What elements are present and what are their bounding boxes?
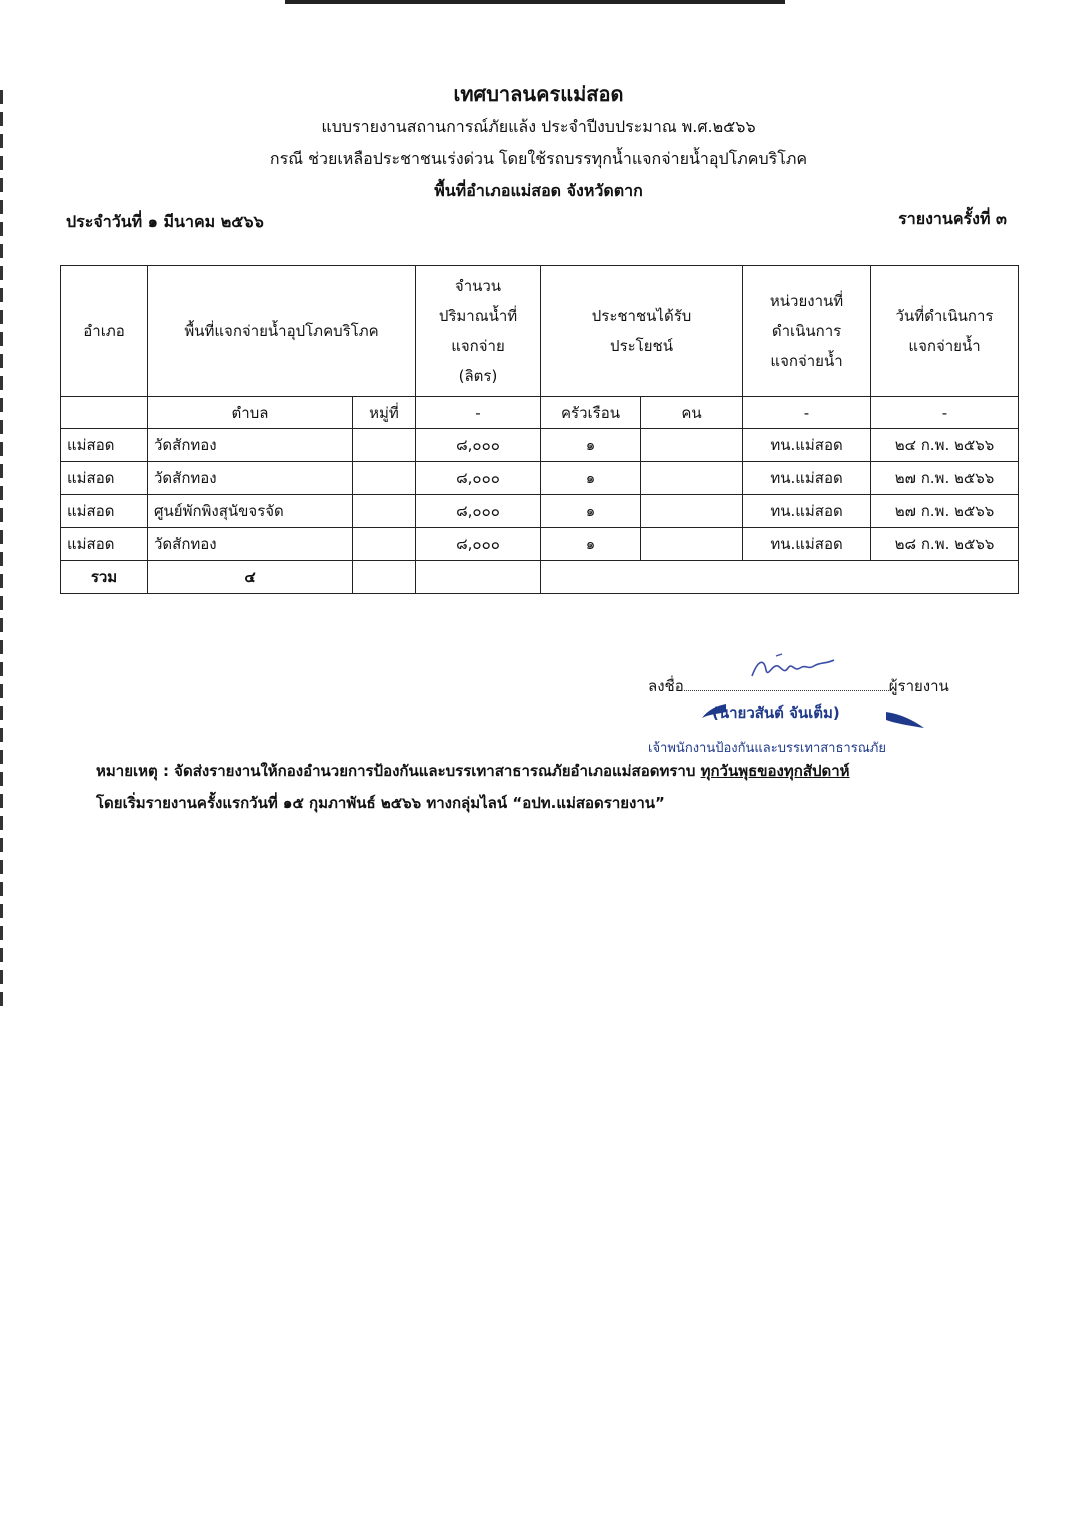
- table-row: [61, 528, 1019, 561]
- table-header-row: [61, 266, 1019, 397]
- report-title: แบบรายงานสถานการณ์ภัยแล้ง ประจำปีงบประมาณ พ.ศ.๒๕๖๖: [321, 117, 756, 136]
- report-number: รายงานครั้งที่ ๓: [898, 209, 1007, 228]
- remark: [96, 755, 1016, 819]
- header-volume: จำนวน ปริมาณน้ำที่ แจกจ่าย (ลิตร): [416, 266, 541, 397]
- cell-agency: ทน.แม่สอด: [743, 429, 871, 462]
- cell-agency: ทน.แม่สอด: [743, 528, 871, 561]
- cell-households: ๑: [541, 528, 641, 561]
- table-row: [61, 462, 1019, 495]
- subheader-agency: -: [743, 397, 871, 429]
- cell-agency: ทน.แม่สอด: [743, 462, 871, 495]
- org-title: เทศบาลนครแม่สอด: [453, 82, 624, 106]
- cell-district: แม่สอด: [61, 429, 148, 462]
- cell-moo: [353, 429, 416, 462]
- cell-tambon: วัดสักทอง: [148, 528, 353, 561]
- cell-date: ๒๗ ก.พ. ๒๕๖๖: [871, 495, 1019, 528]
- reporter-name: (นายวสันต์ จันเต็ม): [712, 704, 840, 722]
- subheader-blank: [61, 397, 148, 429]
- cell-households: ๑: [541, 429, 641, 462]
- cell-households: ๑: [541, 462, 641, 495]
- cell-tambon: วัดสักทอง: [148, 429, 353, 462]
- stamp-ornament-right: [884, 708, 926, 732]
- table-subheader-row: [61, 397, 1019, 429]
- header-area: พื้นที่แจกจ่ายน้ำอุปโภคบริโภค: [148, 266, 416, 397]
- total-blank: [353, 561, 416, 594]
- scan-edge: [0, 90, 3, 1010]
- cell-volume: ๘,๐๐๐: [416, 495, 541, 528]
- total-label: รวม: [61, 561, 148, 594]
- remark-schedule: ทุกวันพุธของทุกสัปดาห์: [700, 762, 850, 780]
- table-row: [61, 495, 1019, 528]
- scan-edge-top: [285, 0, 785, 4]
- cell-moo: [353, 495, 416, 528]
- cell-agency: ทน.แม่สอด: [743, 495, 871, 528]
- remark-line-2: โดยเริ่มรายงานครั้งแรกวันที่ ๑๕ กุมภาพันธ์ ๒๕๖๖ ทางกลุ่มไลน์ “อปท.แม่สอดรายงาน”: [96, 794, 665, 812]
- cell-tambon: ศูนย์พักพิงสุนัขจรจัด: [148, 495, 353, 528]
- cell-district: แม่สอด: [61, 462, 148, 495]
- cell-volume: ๘,๐๐๐: [416, 429, 541, 462]
- cell-volume: ๘,๐๐๐: [416, 462, 541, 495]
- report-table: [60, 265, 1019, 594]
- table-row: [61, 429, 1019, 462]
- total-blank: [416, 561, 541, 594]
- header-agency: หน่วยงานที่ ดำเนินการ แจกจ่ายน้ำ: [743, 266, 871, 397]
- reporter-title: เจ้าพนักงานป้องกันและบรรเทาสาธารณภัย: [648, 741, 886, 756]
- subheader-households: ครัวเรือน: [541, 397, 641, 429]
- header-district: อำเภอ: [61, 266, 148, 397]
- cell-volume: ๘,๐๐๐: [416, 528, 541, 561]
- subheader-tambon: ตำบล: [148, 397, 353, 429]
- cell-households: ๑: [541, 495, 641, 528]
- cell-date: ๒๘ ก.พ. ๒๕๖๖: [871, 528, 1019, 561]
- remark-text: หมายเหตุ : จัดส่งรายงานให้กองอำนวยการป้องกันและบรรเทาสาธารณภัยอำเภอแม่สอดทราบ: [96, 762, 701, 780]
- report-date: ประจำวันที่ ๑ มีนาคม ๒๕๖๖: [66, 212, 264, 231]
- header-date: วันที่ดำเนินการ แจกจ่ายน้ำ: [871, 266, 1019, 397]
- sign-suffix: ผู้รายงาน: [888, 677, 949, 695]
- cell-date: ๒๔ ก.พ. ๒๕๖๖: [871, 429, 1019, 462]
- sign-prefix: ลงชื่อ: [648, 677, 684, 695]
- cell-district: แม่สอด: [61, 495, 148, 528]
- header-beneficiaries: ประชาชนได้รับ ประโยชน์: [541, 266, 743, 397]
- report-case: กรณี ช่วยเหลือประชาชนเร่งด่วน โดยใช้รถบรรทุกน้ำแจกจ่ายน้ำอุปโภคบริโภค: [269, 149, 808, 168]
- subheader-moo: หมู่ที่: [353, 397, 416, 429]
- subheader-volume: -: [416, 397, 541, 429]
- cell-people: [641, 495, 743, 528]
- cell-people: [641, 429, 743, 462]
- handwritten-signature: [748, 650, 838, 682]
- cell-tambon: วัดสักทอง: [148, 462, 353, 495]
- total-blank: [541, 561, 1019, 594]
- cell-date: ๒๗ ก.พ. ๒๕๖๖: [871, 462, 1019, 495]
- total-count: ๔: [148, 561, 353, 594]
- cell-moo: [353, 528, 416, 561]
- cell-people: [641, 528, 743, 561]
- report-area: พื้นที่อำเภอแม่สอด จังหวัดตาก: [434, 181, 643, 200]
- subheader-date: -: [871, 397, 1019, 429]
- cell-moo: [353, 462, 416, 495]
- cell-district: แม่สอด: [61, 528, 148, 561]
- cell-people: [641, 462, 743, 495]
- subheader-people: คน: [641, 397, 743, 429]
- total-row: [61, 561, 1019, 594]
